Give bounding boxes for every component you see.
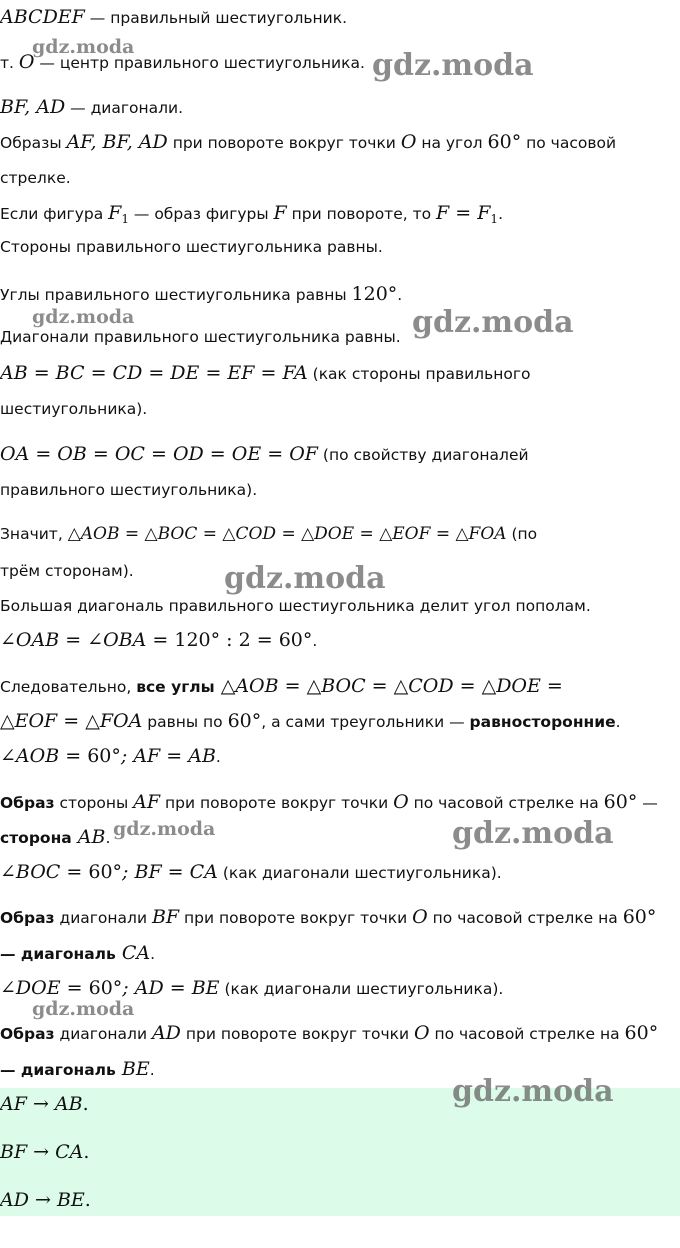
text-line: трём сторонам). <box>0 562 134 580</box>
text-line: сторона AB. <box>0 826 111 848</box>
text-line: ABCDEF — правильный шестиугольник. <box>0 6 348 28</box>
watermark: gdz.moda <box>32 306 135 328</box>
text-line: ∠DOE = 60°; AD = BE (как диагонали шестиугольника). <box>0 977 504 999</box>
text-line: шестиугольника). <box>0 400 148 418</box>
text-line: Образ диагонали BF при повороте вокруг точки O по часовой стрелке на 60° <box>0 906 657 928</box>
watermark: gdz.moda <box>452 1074 614 1109</box>
answer-line: BF → CA. <box>0 1141 90 1163</box>
answer-line: AD → BE. <box>0 1189 91 1211</box>
watermark: gdz.moda <box>412 305 574 340</box>
watermark: gdz.moda <box>452 816 614 851</box>
text-line: OA = OB = OC = OD = OE = OF (по свойству диагоналей <box>0 443 529 465</box>
watermark: gdz.moda <box>224 561 386 596</box>
watermark: gdz.moda <box>32 36 135 58</box>
text-line: Диагонали правильного шестиугольника равны. <box>0 328 401 346</box>
text-line: стрелке. <box>0 169 71 187</box>
text-line: Большая диагональ правильного шестиугольника делит угол пополам. <box>0 597 591 615</box>
answer-block <box>0 1088 680 1216</box>
watermark: gdz.moda <box>113 818 216 840</box>
text-line: Стороны правильного шестиугольника равны. <box>0 238 383 256</box>
text-line: △EOF = △FOA равны по 60°, а сами треугольники — равносторонние. <box>0 710 621 732</box>
text-line: Образы AF, BF, AD при повороте вокруг точки O на угол 60° по часовой <box>0 131 617 153</box>
text-line: правильного шестиугольника). <box>0 481 258 499</box>
text-line: Образ стороны AF при повороте вокруг точки O по часовой стрелке на 60° — <box>0 791 658 813</box>
watermark: gdz.moda <box>32 998 135 1020</box>
text-line: AB = BC = CD = DE = EF = FA (как стороны правильного <box>0 362 531 384</box>
text-line: Образ диагонали AD при повороте вокруг точки O по часовой стрелке на 60° <box>0 1022 659 1044</box>
text-line: Если фигура $F_1$ — образ фигуры F при повороте, то $F = F_1$. <box>0 202 503 227</box>
text-line: ∠AOB = 60°; AF = AB. <box>0 745 221 767</box>
text-line: ∠OAB = ∠OBA = 120° : 2 = 60°. <box>0 629 318 651</box>
text-line: — диагональ CA. <box>0 942 156 964</box>
text-line: т. O — центр правильного шестиугольника. <box>0 51 365 73</box>
text-line: BF, AD — диагонали. <box>0 96 184 118</box>
text-line: — диагональ BE. <box>0 1058 155 1080</box>
answer-line: AF → AB. <box>0 1093 89 1115</box>
text-line: Значит, △AOB = △BOC = △COD = △DOE = △EOF = △FOA (по <box>0 524 538 544</box>
text-line: Следовательно, все углы △AOB = △BOC = △COD = △DOE = <box>0 675 563 697</box>
text-line: ∠BOC = 60°; BF = CA (как диагонали шестиугольника). <box>0 861 502 883</box>
watermark: gdz.moda <box>372 48 534 83</box>
text-line: Углы правильного шестиугольника равны 120°. <box>0 283 403 305</box>
